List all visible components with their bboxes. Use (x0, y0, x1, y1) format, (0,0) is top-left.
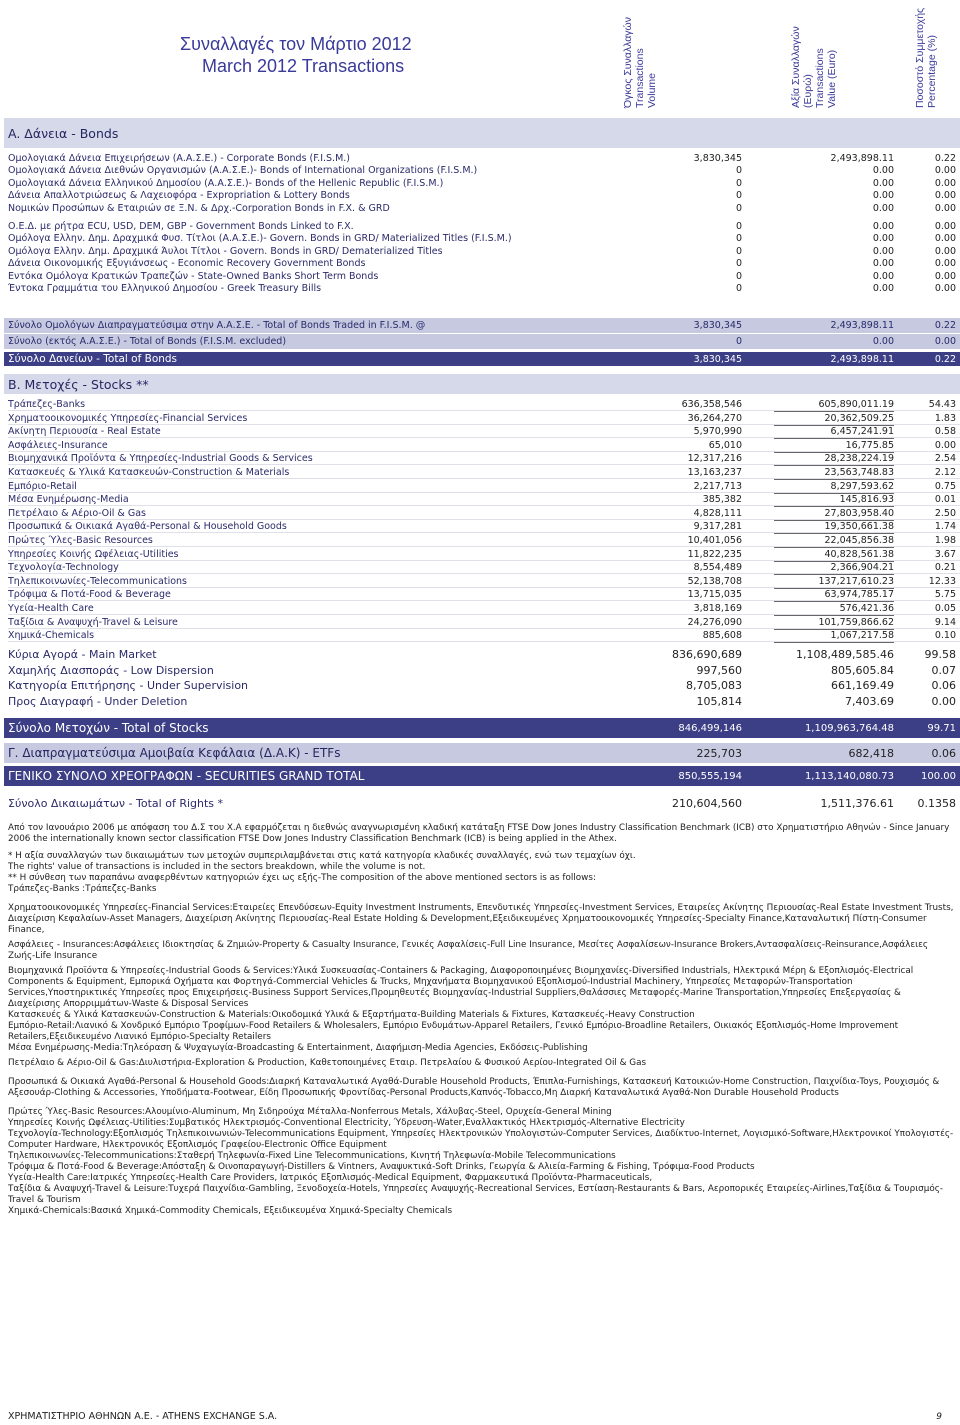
row-volume: 385,382 (702, 494, 742, 506)
table-row (8, 694, 960, 709)
row-label: Νομικών Προσώπων & Εταιριών σε Ξ.Ν. & Δρχ.-Corporation Bonds in F.X. & GRD (8, 203, 390, 214)
row-label: Υπηρεσίες Κοινής Ωφέλειας-Utilities (8, 548, 179, 560)
row-percentage: 0.00 (934, 165, 956, 176)
row-percentage: 0.00 (934, 178, 956, 189)
row-percentage: 0.58 (934, 426, 956, 438)
stocks-total-band (4, 718, 960, 738)
row-percentage: 0.21 (934, 562, 956, 574)
total-value: 1,109,963,764.48 (804, 722, 894, 734)
notes-block (8, 823, 954, 1217)
row-percentage: 1.83 (934, 412, 956, 424)
note-paragraph: Κατασκευές & Υλικά Κατασκευών-Construction & Materials:Οικοδομικά Υλικά & Εξαρτήματα-Building Materials & Fixtures, Κατασκευές-Heavy Construction (8, 1010, 695, 1020)
row-value: 0.00 (872, 221, 894, 232)
row-volume: 836,690,689 (672, 648, 742, 661)
table-row (8, 534, 960, 547)
row-value: 23,563,748.83 (774, 466, 894, 480)
footer-organization: ΧΡΗΜΑΤΙΣΤΗΡΙΟ ΑΘΗΝΩΝ Α.Ε. - ATHENS EXCHANGE S.A. (8, 1411, 278, 1422)
row-volume: 8,705,083 (686, 679, 742, 692)
row-volume: 5,970,990 (693, 426, 742, 438)
table-row (8, 493, 960, 506)
row-volume: 0 (735, 233, 742, 244)
note-paragraph: Ταξίδια & Αναψυχή-Travel & Leisure:Τυχερά Παιχνίδια-Gambling, Ξενοδοχεία-Hotels, Υπηρεσίες Αναψυχής-Recreational Services, Εστίαση-Restaurants & Bars, Αεροπορικές Εταιρείες-Airlines,Ταξίδια & Τουρισμός-Travel & Tourism (8, 1184, 944, 1205)
row-volume: 997,560 (696, 663, 742, 677)
row-label: Κατασκευές & Υλικά Κατασκευών-Construction & Materials (8, 467, 290, 478)
row-value: 27,803,958.40 (774, 507, 894, 521)
row-label: Πετρέλαιο & Αέριο-Oil & Gas (8, 507, 146, 519)
row-label: Χημικά-Chemicals (8, 630, 95, 642)
row-percentage: 0.00 (934, 233, 956, 244)
row-percentage: 0.00 (934, 190, 956, 201)
row-value: 145,816.93 (774, 493, 894, 507)
table-row (8, 663, 960, 678)
row-label: Προς Διαγραφή - Under Deletion (8, 694, 188, 708)
row-label: Σύνολο Ομολόγων Διαπραγματεύσιμα στην Α.Α.Σ.Ε. - Total of Bonds Traded in F.I.S.M. @ (8, 320, 426, 331)
row-percentage: 3.67 (934, 548, 956, 560)
table-row (8, 398, 960, 411)
row-label: Τράπεζες-Banks (8, 399, 86, 410)
row-percentage: 0.00 (934, 439, 956, 451)
row-value: 0.00 (872, 258, 894, 269)
row-label: Έντοκα Γραμμάτια του Ελληνικού Δημοσίου - Greek Treasury Bills (8, 283, 322, 294)
column-header-volume: Όγκος Συναλλαγών Transactions Volume (622, 17, 658, 108)
note-paragraph: * Η αξία συναλλαγών των δικαιωμάτων των μετοχών συμπεριλαμβάνεται στις κατά κατηγορία κλαδικές συναλλαγές, ενώ των τεμαχίων όχι. (8, 851, 636, 861)
table-row (8, 202, 960, 215)
grand-total-label: ΓΕΝΙΚΟ ΣΥΝΟΛΟ ΧΡΕΟΓΡΑΦΩΝ - SECURITIES GRAND TOTAL (8, 769, 365, 783)
row-label: Σύνολο (εκτός Α.Α.Σ.Ε.) - Total of Bonds (F.I.S.M. excluded) (8, 336, 287, 347)
table-row (8, 647, 960, 662)
etfs-volume: 225,703 (696, 746, 742, 760)
rights-label: Σύνολο Δικαιωμάτων - Total of Rights * (8, 797, 224, 810)
row-percentage: 1.98 (934, 535, 956, 546)
row-value: 2,493,898.11 (830, 153, 894, 164)
note-paragraph: Υγεία-Health Care:Ιατρικές Υπηρεσίες-Health Care Providers, Ιατρικός Εξοπλισμός-Medical Equipment, Φαρμακευτικά Προϊόντα-Pharmaceuticals, (8, 1173, 653, 1183)
section-bonds-title: A. Δάνεια - Bonds (4, 118, 960, 148)
row-label: Τρόφιμα & Ποτά-Food & Beverage (8, 589, 171, 601)
note-paragraph: Τράπεζες-Banks :Τράπεζες-Banks (8, 884, 157, 894)
row-value: 2,366,904.21 (774, 561, 894, 575)
row-label: Δάνεια Οικονομικής Εξυγιάνσεως - Economic Recovery Government Bonds (8, 258, 366, 269)
row-percentage: 1.74 (934, 521, 956, 533)
row-value: 0.00 (872, 233, 894, 244)
row-volume: 65,010 (708, 439, 742, 451)
row-value: 20,362,509.25 (774, 412, 894, 426)
row-value: 19,350,661.38 (774, 520, 894, 534)
grand-total-pct: 100.00 (921, 770, 956, 782)
total-pct: 0.22 (934, 353, 956, 365)
row-volume: 0 (735, 221, 742, 232)
row-volume: 3,818,169 (693, 603, 742, 614)
row-volume: 3,830,345 (693, 320, 742, 331)
row-volume: 0 (735, 258, 742, 269)
row-volume: 8,554,489 (693, 562, 742, 574)
row-label: Ο.Ε.Δ. με ρήτρα ECU, USD, DEM, GBP - Government Bonds Linked to F.X. (8, 221, 354, 232)
row-label: Κύρια Αγορά - Main Market (8, 648, 157, 661)
row-value: 16,775.85 (774, 439, 894, 453)
table-row (8, 548, 960, 561)
table-row (8, 561, 960, 574)
row-label: Ομολογιακά Δάνεια Επιχειρήσεων (Α.Α.Σ.Ε.) - Corporate Bonds (F.I.S.M.) (8, 153, 350, 164)
column-header-percentage: Ποσοστό Συμμετοχής Percentage (%) (914, 7, 938, 108)
row-percentage: 0.06 (931, 679, 956, 692)
row-volume: 0 (735, 283, 742, 294)
row-label: Βιομηχανικά Προϊόντα & Υπηρεσίες-Industrial Goods & Services (8, 453, 313, 465)
note-paragraph: Βιομηχανικά Προϊόντα & Υπηρεσίες-Industrial Goods & Services:Υλικά Συσκευασίας-Containers & Packaging, Διαφοροποιημένες Βιομηχανίες-Diversified Industrials, Ηλεκτρικά Μέρη & Εξοπλισμός-Electrical Components & Equipment, Εμπορικά Οχήματα και Φορτηγά-Commercial Vehicles & Trucks, Μηχανήματα Βιομηχανικού Εξοπλισμού-Industrial Machinery, Υπηρεσίες Μεταφορών-Transportation Services,Υποστηρικτικές Υπηρεσίες προς Επιχειρήσεις-Business Support Services,Προμηθευτές Βιομηχανίας-Industrial Suppliers,Θαλάσσιες Μεταφορές-Marine Transportation,Υπηρεσίες Επεξεργασίας & Διαχείρισης Απορριμμάτων-Waste & Disposal Services (8, 966, 914, 1009)
note-paragraph: Χημικά-Chemicals:Βασικά Χημικά-Commodity Chemicals, Εξειδικευμένα Χημικά-Specialty Chemicals (8, 1206, 453, 1216)
row-label: Ταξίδια & Αναψυχή-Travel & Leisure (8, 616, 178, 628)
table-row (8, 575, 960, 588)
row-label: Εμπόριο-Retail (8, 480, 77, 492)
row-volume: 9,317,281 (693, 521, 742, 533)
column-header-value: Αξία Συναλλαγών (Ευρώ) Transactions Value (Euro) (790, 26, 838, 108)
note-paragraph: ** Η σύνθεση των παραπάνω αναφερθέντων κατηγοριών έχει ως εξής-The composition of the above mentioned sectors is as follows: (8, 873, 596, 883)
table-row (8, 588, 960, 601)
row-volume: 885,608 (702, 630, 742, 642)
row-volume: 105,814 (696, 694, 742, 708)
row-volume: 0 (735, 203, 742, 214)
bonds-grand-total (4, 352, 960, 366)
row-value: 0.00 (872, 246, 894, 257)
table-row (8, 439, 960, 452)
row-value: 8,297,593.62 (774, 480, 894, 494)
row-volume: 36,264,270 (687, 412, 742, 424)
row-value: 0.00 (872, 271, 894, 282)
note-paragraph: Πετρέλαιο & Αέριο-Oil & Gas:Διυλιστήρια-Exploration & Production, Καθετοποιημένες Εταιρ. Πετρελαίου & Φυσικού Αερίου-Integrated Oil & Gas (8, 1058, 647, 1068)
row-volume: 0 (735, 165, 742, 176)
table-row (8, 480, 960, 493)
row-label: Υγεία-Health Care (8, 603, 94, 614)
row-value: 137,217,610.23 (774, 575, 894, 589)
table-row (8, 412, 960, 425)
note-paragraph: Τρόφιμα & Ποτά-Food & Beverage:Απόσταξη & Οινοπαραγωγή-Distillers & Vintners, Αναψυκτικά-Soft Drinks, Γεωργία & Αλιεία-Farming & Fishing, Τρόφιμα-Food Products (8, 1162, 755, 1172)
total-label: Σύνολο Μετοχών - Total of Stocks (8, 721, 209, 735)
row-percentage: 0.00 (931, 694, 956, 708)
table-row (8, 629, 960, 642)
row-value: 7,403.69 (845, 694, 894, 708)
table-row (8, 319, 960, 333)
row-volume: 11,822,235 (687, 548, 742, 560)
grand-total-volume: 850,555,194 (678, 770, 742, 782)
title-english: March 2012 Transactions (202, 56, 405, 76)
row-value: 6,457,241.91 (774, 425, 894, 439)
row-percentage: 5.75 (934, 589, 956, 601)
row-percentage: 0.10 (934, 630, 956, 642)
row-percentage: 0.75 (934, 480, 956, 492)
note-paragraph: Μέσα Ενημέρωσης-Media:Τηλεόραση & Ψυχαγωγία-Broadcasting & Entertainment, Διαφήμιση-Media Agencies, Εκδόσεις-Publishing (8, 1043, 588, 1053)
row-volume: 0 (735, 336, 742, 347)
row-value: 28,238,224.19 (774, 452, 894, 466)
row-label: Κατηγορία Επιτήρησης - Under Supervision (8, 679, 249, 692)
row-volume: 3,830,345 (693, 153, 742, 164)
note-paragraph: Τεχνολογία-Technology:Εξοπλισμός Τηλεπικοινωνιών-Telecommunications Equipment, Υπηρεσίες Ηλεκτρονικών Υπολογιστών-Computer Services, Διαδίκτυο-Internet, Λογισμικό-Software,Ηλεκτρονικοί Υπολογιστές-Computer Hardware, Ηλεκτρονικός Εξοπλισμός Γραφείου-Electronic Office Equipment (8, 1129, 954, 1150)
total-pct: 99.71 (927, 722, 956, 734)
etfs-value: 682,418 (848, 746, 894, 760)
row-percentage: 12.33 (928, 575, 956, 587)
table-row (8, 189, 960, 202)
etfs-label: Γ. Διαπραγματεύσιμα Αμοιβαία Κεφάλαια (Δ.Α.Κ) - ETFs (8, 746, 341, 760)
note-paragraph: Πρώτες Ύλες-Basic Resources:Αλουμίνιο-Aluminum, Μη Σιδηρούχα Μέταλλα-Nonferrous Metals, Χάλυβας-Steel, Ορυχεία-General Mining (8, 1107, 612, 1117)
rights-volume: 210,604,560 (672, 797, 742, 810)
row-value: 101,759,866.62 (774, 616, 894, 630)
table-row (8, 602, 960, 615)
row-volume: 0 (735, 190, 742, 201)
row-volume: 12,317,216 (687, 453, 742, 465)
total-volume: 3,830,345 (693, 353, 742, 365)
table-row (8, 232, 960, 245)
note-paragraph: Εμπόριο-Retail:Λιανικό & Χονδρικό Εμπόριο Τροφίμων-Food Retailers & Wholesalers, Εμπόριο Ενδυμάτων-Apparel Retailers, Γενικό Εμπόριο-Broadline Retailers, Οικιακός Εξοπλισμός-Home Improvement Retailers,Εξειδικευμένο Λιανικό Εμπόριο-Specialty Retailers (8, 1021, 899, 1042)
etfs-pct: 0.06 (931, 746, 956, 760)
row-percentage: 0.00 (934, 258, 956, 269)
rights-value: 1,511,376.61 (820, 797, 894, 810)
notes-list (8, 823, 954, 1217)
row-volume: 0 (735, 271, 742, 282)
row-label: Εντόκα Ομόλογα Κρατικών Τραπεζών - State-Owned Banks Short Term Bonds (8, 271, 379, 282)
row-label: Ακίνητη Περιουσία - Real Estate (8, 426, 161, 438)
total-volume: 846,499,146 (678, 722, 742, 734)
row-percentage: 0.00 (934, 271, 956, 282)
row-value: 0.00 (872, 165, 894, 176)
row-label: Τηλεπικοινωνίες-Telecommunications (8, 575, 187, 587)
row-value: 1,067,217.58 (774, 629, 894, 643)
row-percentage: 0.00 (934, 283, 956, 294)
row-value: 605,890,011.19 (774, 398, 894, 412)
row-value: 805,605.84 (831, 663, 894, 677)
row-label: Χρηματοοικονομικές Υπηρεσίες-Financial Services (8, 412, 248, 424)
page-number: 9 (936, 1412, 942, 1422)
page-title (180, 33, 412, 77)
row-label: Μέσα Ενημέρωσης-Media (8, 494, 129, 506)
row-volume: 10,401,056 (687, 535, 742, 546)
table-row (8, 507, 960, 520)
row-value: 40,828,561.38 (774, 548, 894, 562)
row-label: Πρώτες Ύλες-Basic Resources (8, 535, 153, 546)
table-row (8, 466, 960, 479)
note-paragraph: Υπηρεσίες Κοινής Ωφέλειας-Utilities:Συμβατικός Ηλεκτρισμός-Conventional Electricity, Ύδρευση-Water,Εναλλακτικός Ηλεκτρισμός-Alternative Electricity (8, 1118, 685, 1128)
row-value: 22,045,856.38 (774, 534, 894, 548)
rights-pct: 0.1358 (917, 797, 956, 810)
row-percentage: 0.01 (934, 494, 956, 506)
row-label: Ασφάλειες-Insurance (8, 439, 108, 451)
row-percentage: 0.07 (931, 663, 956, 677)
row-label: Δάνεια Απαλλοτριώσεως & Λαχειοφόρα - Expropriation & Lottery Bonds (8, 190, 350, 201)
row-volume: 2,217,713 (693, 480, 742, 492)
table-row (8, 452, 960, 465)
row-percentage: 0.00 (934, 246, 956, 257)
row-percentage: 54.43 (928, 399, 956, 410)
row-value: 0.00 (872, 336, 894, 347)
table-row (8, 164, 960, 177)
row-volume: 0 (735, 246, 742, 257)
row-label: Χαμηλής Διασποράς - Low Dispersion (8, 663, 214, 677)
row-value: 0.00 (872, 190, 894, 201)
row-label: Ομολογιακά Δάνεια Διεθνών Οργανισμών (Α.Α.Σ.Ε.)- Bonds of International Organizations (F.I.S.M.) (8, 165, 478, 176)
table-row (8, 425, 960, 438)
note-paragraph: The rights' value of transactions is included in the sectors breakdown, while the volume is not. (8, 862, 426, 872)
grand-total-band (4, 766, 960, 786)
row-label: Ομόλογα Ελλην. Δημ. Δραχμικά Άυλοι Τίτλοι - Govern. Bonds in GRD/ Dematerialized Titles (8, 246, 443, 257)
row-percentage: 0.22 (934, 153, 956, 164)
row-percentage: 2.50 (934, 507, 956, 519)
row-percentage: 99.58 (924, 648, 956, 661)
row-label: Τεχνολογία-Technology (8, 562, 119, 574)
row-percentage: 0.22 (934, 320, 956, 331)
table-row (8, 335, 960, 349)
row-value: 0.00 (872, 283, 894, 294)
row-volume: 0 (735, 178, 742, 189)
table-row (8, 282, 960, 295)
row-volume: 4,828,111 (693, 507, 742, 519)
row-volume: 24,276,090 (687, 616, 742, 628)
row-volume: 13,163,237 (687, 467, 742, 478)
table-row (8, 520, 960, 533)
row-percentage: 9.14 (934, 616, 956, 628)
note-paragraph: Ασφάλειες - Insurances:Ασφάλειες Ιδιοκτησίας & Ζημιών-Property & Casualty Insurance, Γενικές Ασφαλίσεις-Full Line Insurance, Μεσίτες Ασφαλίσεων-Insurance Brokers,Αντασφαλίσεις-Reinsurance,Ασφάλειες Ζωής-Life Insurance (8, 940, 929, 961)
note-paragraph: Από τον Ιανουάριο 2006 με απόφαση του Δ.Σ του Χ.Α εφαρμόζεται η διεθνώς αναγνωρισμένη κλαδική κατάταξη FTSE Dow Jones Industry Classification Benchmark (ICB) στο Χρηματιστήριο Αθηνών - Since January 2006 the internationally known sector classification FTSE Dow Jones Industry Classification Benchmark (ICB) is being applied in the Athex. (8, 823, 950, 844)
row-percentage: 0.00 (934, 336, 956, 347)
table-row (8, 678, 960, 693)
row-percentage: 0.00 (934, 221, 956, 232)
etfs-band (4, 743, 960, 763)
total-label: Σύνολο Δανείων - Total of Bonds (8, 353, 178, 365)
row-value: 661,169.49 (831, 679, 894, 692)
row-percentage: 0.05 (934, 603, 956, 614)
note-paragraph: Τηλεπικοινωνίες-Telecommunications:Σταθερή Τηλεφωνία-Fixed Line Telecommunications, Κινητή Τηλεφωνία-Mobile Telecommunications (8, 1151, 616, 1161)
section-stocks-title: B. Μετοχές - Stocks ** (4, 374, 960, 394)
note-paragraph: Προσωπικά & Οικιακά Αγαθά-Personal & Household Goods:Διαρκή Καταναλωτικά Αγαθά-Durable Household Products, Έπιπλα-Furnishings, Κατασκευή Κατοικιών-Home Construction, Παιχνίδια-Toys, Ρουχισμός & Αξεσουάρ-Clothing & Accessories, Υποδήματα-Footwear, Είδη Προσωπικής Φροντίδας-Personal Products,Καπνός-Tobacco,Μη Διαρκή Καταναλωτικά Αγαθά-Non Durable Household Products (8, 1077, 940, 1098)
row-label: Ομόλογα Ελλην. Δημ. Δραχμικά Φυσ. Τίτλοι (Α.Α.Σ.Ε.)- Govern. Bonds in GRD/ Materialized Titles (F.I.S.M.) (8, 233, 512, 244)
row-percentage: 0.00 (934, 203, 956, 214)
note-paragraph: Χρηματοοικονομικές Υπηρεσίες-Financial Services:Εταιρείες Επενδύσεων-Equity Investment Instruments, Επενδυτικές Υπηρεσίες-Investment Services, Εταιρείες Ακίνητης Περιουσίας-Real Estate Investment Trusts, Διαχείριση Κεφαλαίων-Asset Managers, Διαχείριση Ακίνητης Περιουσίας-Real Estate Holding & Development,Εξειδικευμένες Χρηματοοικονομικές Υπηρεσίες-Specialty Finance,Καταναλωτική Πίστη-Consumer Finance, (8, 903, 954, 935)
row-value: 0.00 (872, 203, 894, 214)
row-value: 576,421.36 (774, 602, 894, 616)
row-value: 2,493,898.11 (830, 320, 894, 331)
row-label: Ομολογιακά Δάνεια Ελληνικού Δημοσίου (Α.Α.Σ.Ε.)- Bonds of the Hellenic Republic (F.I.S.M.) (8, 178, 444, 189)
rights-row (8, 797, 960, 813)
table-row (8, 257, 960, 270)
row-percentage: 2.12 (934, 467, 956, 478)
row-volume: 13,715,035 (687, 589, 742, 601)
row-value: 63,974,785.17 (774, 588, 894, 602)
row-value: 0.00 (872, 178, 894, 189)
row-volume: 636,358,546 (681, 399, 742, 410)
row-label: Προσωπικά & Οικιακά Αγαθά-Personal & Household Goods (8, 521, 287, 533)
table-row (8, 616, 960, 629)
page-header (0, 0, 960, 112)
row-value: 1,108,489,585.46 (796, 648, 894, 661)
total-value: 2,493,898.11 (830, 353, 894, 365)
row-volume: 52,138,708 (687, 575, 742, 587)
row-percentage: 2.54 (934, 453, 956, 465)
title-greek: Συναλλαγές τον Μάρτιο 2012 (180, 34, 412, 54)
grand-total-value: 1,113,140,080.73 (804, 770, 894, 782)
